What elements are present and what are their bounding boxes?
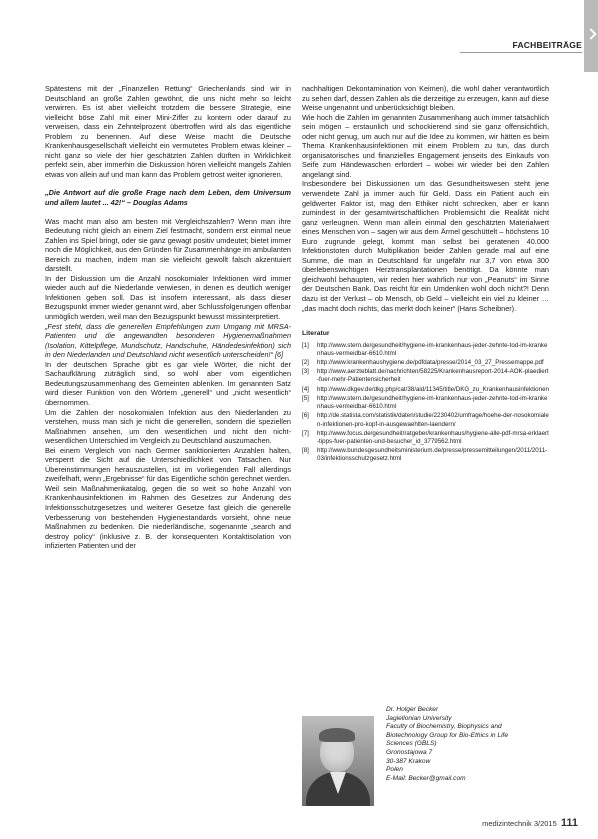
paragraph: Wie hoch die Zahlen im genannten Zusammenhang auch immer tatsächlich sein mögen – erstaunlich und schockierend sind sie ganz offensichtlich, oder nicht genug, um auch nur auf die Idee zu kommen, wir hätten es beim Thema Krankenhausinfektionen mit einem Problem zu tun, das durch organisatorisches und finanzielles Engagement jenseits des Einkaufs von Seife zum Händewaschen erfordert – wobei wir wieder bei den Zahlen angelangt sind. xyxy=(302,112,549,179)
page-number: 111 xyxy=(560,817,578,829)
chapter-tab xyxy=(584,0,598,72)
chevron-right-icon xyxy=(585,28,596,39)
reference-number: [3] xyxy=(302,368,309,376)
reference-item xyxy=(302,430,549,446)
reference-link[interactable]: http://www.krankenhaushygiene.de/pdfdata/presse/2014_03_27_Pressemappe.pdf xyxy=(317,359,544,367)
italic-quote: „Fest steht, dass die generellen Empfehlungen zum Umgang mit MRSA-Patienten und die angewandten besonderen Hygienemaßnahmen (Isolation, Kittelpflege, Mundschutz, Handschuhe, Händedesinfektion) sich in den Niederlanden und Deutschland nicht wesentlich unterscheiden!“ [6] xyxy=(45,321,291,360)
author-photo xyxy=(302,716,374,806)
author-info xyxy=(386,706,552,783)
reference-link[interactable]: http://www.stern.de/gesundheit/hygiene-im-krankenhaus-jeder-zehnte-tod-im-krankenhaus-vermeidbar-6610.html xyxy=(317,394,548,411)
reference-link[interactable]: http://www.dkgev.de/dkg.php/cat/38/aid/11345/title/DKG_zu_Krankenhausinfektionen xyxy=(317,385,549,393)
paragraph: nachhaltigen Dekontamination von Keimen), die wohl daher verantwortlich zu sehen darf, dessen Zahlen als die derzeitige zu erzeugen, kann auf diese Weise ungenannt und unberücksichtigt bleiben. xyxy=(302,84,549,113)
reference-item xyxy=(302,359,549,367)
paragraph: Um die Zahlen der nosokomialen Infektion aus den Niederlanden zu verstehen, muss man sich je nicht die generellen, sondern die speziellen Maßnahmen ansehen, um den wesentlichen und nicht den nicht-wesentlichen Unterschied im Vergleich zu Deutschland auszumachen. xyxy=(45,407,291,446)
reference-item xyxy=(302,395,549,411)
reference-link[interactable]: http://www.stern.de/gesundheit/hygiene-im-krankenhaus-jeder-zehnte-tod-im-krankenhaus-vermeidbar-6610.html xyxy=(317,341,548,357)
reference-item xyxy=(302,368,549,384)
reference-item xyxy=(302,386,549,394)
reference-number: [2] xyxy=(302,359,309,367)
reference-item xyxy=(302,447,549,463)
issue-label: medizintechnik 3/2015 xyxy=(482,819,557,828)
author-line: Gronostajowa 7 xyxy=(386,748,433,756)
author-line: Faculty of Biochemistry, Biophysics and xyxy=(386,723,502,731)
reference-number: [6] xyxy=(302,412,309,420)
author-line: Polen xyxy=(386,766,403,774)
header-rule xyxy=(460,52,582,53)
paragraph: Spätestens mit der „Finanzellen Rettung“ Griechenlands sind wir in Deutschland an große Zahlen gewöhnt, die uns nicht mehr so leicht verwirren. Es ist aber vielleicht trotzdem die bessere Strategie, eine vielleicht böse Zahl mit einer Mini-Ziffer zu kontern oder darauf zu verweisen, dass ein Zehntelprozent übertroffen wird als das eigentliche Problem zu benennen. Auf diese Weise macht die Deutsche Krankenhausgesellschaft vielleicht ein vermutetes Problem etwas kleiner – nicht ganz so viele der hier geschätzten Zahlen dürften in Wirklichkeit perfekt sein, aber immerhin die Diskussion hören vielleicht mangels Zahlen etwas von allein auf und man kann das Problem getrost weiter ignorieren. xyxy=(45,84,291,179)
reference-number: [5] xyxy=(302,394,309,402)
paragraph: Insbesondere bei Diskussionen um das Gesundheitswesen steht jene verwendete Zahl ja immer auch für Geld. Dass ein Patient auch ein geldwerter Faktor ist, mag den Ethiker nicht schrecken, aber er kann zumindest in der gesamtwirtschaftlichen Problemsicht die Realität nicht ganz verleugnen. Wenn man allein einmal den geschätzten Materialwert eines Menschen von – sagen wir aus dem Ärmel geschüttelt – höchstens 10 Euro zugrunde gelegt, kommt man selbst bei geratenen 40.000 Infektionstoten durch Multiplikation beider Zahlen gerade mal auf eine Summe, die man in Deutschland für ungefähr nur 3,7 von etwa 300 überlebenswichtigen Herztransplantationen benötigt. Da könnte man gleichwohl behaupten, wir reden hier wahrlich nur von „Peanuts“ im Sinne der Deutschen Bank. Das reicht für ein Umdenken wohl doch nicht?! Denn dazu ist der Verlust – ob Mensch, ob Geld – vielleicht ein viel zu kleiner … „das macht doch nichts, das merkt doch keiner“ (Hans Scheibner). xyxy=(302,179,549,313)
paragraph: In der deutschen Sprache gibt es gar viele Wörter, die nicht der Sachaufklärung zuträglich sind, so wohl aber vom eigentlichen Bedeutungszusammenhang des Gemeinten ablenken. Im genannten Satz wird dieser Funktion von den Wörtern „generell“ und „nicht wesentlich“ übernommen. xyxy=(45,359,291,407)
right-column xyxy=(302,84,549,465)
literature-heading: Literatur xyxy=(302,330,330,338)
reference-link[interactable]: http://www.bundesgesundheitsministerium.de/presse/pressemitteilungen/2011/2011-03/infektionsschutzgesetz.html xyxy=(317,447,548,463)
reference-link[interactable]: http://www.focus.de/gesundheit/ratgeber/krankenhaus/hygiene-alle-pdf-mrsa-erklaert-tipps-fuer-patienten-und-besucher_id_3779562.html xyxy=(317,429,549,445)
paragraph: Bei einem Vergleich von nach Germer sanktionierten Anzahlen halten, versperrt die Sicht auf die Unterschiedlichkeit von Tatsachen. Nur Übereinstimmungen herauszustellen, ist im vorliegenden Fall allerdings zweifelhaft, wenn „Ergebnisse“ für das Eigentliche schön gerechnet werden. Weil sein Maßnahmenkatalog, gegen die so weit so hohe Anzahl von Krankenhausinfektionen im Rahmen des Gesetzes zur Änderung des Infektionsschutzgesetzes und weiterer Gesetze fast gleich die generelle Verbesserung von bestehenden Hygienestandards vorsieht, ohne neue Maßnahmen zu bedenken. Die niederländische, sogenannte „search and destroy policy“ (inklusive z. B. der konsequenten Kontaktisolation von infizierten Patienten und der xyxy=(45,445,291,551)
author-box xyxy=(302,706,552,816)
author-email[interactable]: E-Mail: Becker@gmail.com xyxy=(386,774,466,782)
author-line: Sciences (GBLS) xyxy=(386,740,437,748)
section-tag: FACHBEITRÄGE xyxy=(512,40,582,50)
reference-list xyxy=(302,342,549,464)
page-footer xyxy=(482,817,578,829)
photo-hair xyxy=(319,728,355,742)
reference-number: [8] xyxy=(302,447,309,455)
reference-item xyxy=(302,412,549,428)
reference-number: [7] xyxy=(302,429,309,437)
reference-number: [4] xyxy=(302,385,309,393)
pull-quote: „Die Antwort auf die große Frage nach dem Leben, dem Universum und allem lautet ... 42!“ – Douglas Adams xyxy=(45,188,291,208)
reference-link[interactable]: http://de.statista.com/statistik/daten/studie/2230402/umfrage/hoehe-der-nosokomialen-infektionen-pro-kopf-in-ausgewaehlten-laendern/ xyxy=(317,412,549,428)
paragraph: Was macht man also am besten mit Vergleichszahlen? Wenn man ihre Bedeutung nicht gleich an einem Ziel festmacht, sondern erst einmal neue Zahlen ins Spiel bringt, oder sie ganz gewagt positiv umdeutet; bietet immer noch die Möglichkeit, aus den Gründen für Zusammenhänge im ambulanten Bereich zu machen, indem man sie vielleicht gewollt falsch akzentuiert darstellt. xyxy=(45,216,291,274)
author-line: 30-387 Krakow xyxy=(386,757,431,765)
reference-number: [1] xyxy=(302,341,309,349)
reference-item xyxy=(302,342,549,358)
paragraph: In der Diskussion um die Anzahl nosokomialer Infektionen wird immer wieder auch auf die Niederlande verwiesen, in denen es deutlich weniger Infektionen geben soll. Das ist insofern interessant, als dass dieser Bezugspunkt immer wieder genannt wird, aber Schlussfolgerungen offenbar unmöglich werden, weil man den Bezugspunkt bewusst missinterpretiert. xyxy=(45,273,291,322)
reference-link[interactable]: http://www.aerzteblatt.de/nachrichten/58225/Krankenhausreport-2014-AOK-plaediert-fuer-mehr-Patientensicherheit xyxy=(317,368,549,384)
author-line: Biotechnology Group for Bio-Ethics in Life xyxy=(386,731,509,739)
left-column xyxy=(45,84,291,551)
author-line: Jagiellonian University xyxy=(386,714,452,722)
author-name: Dr. Holger Becker xyxy=(386,706,439,713)
